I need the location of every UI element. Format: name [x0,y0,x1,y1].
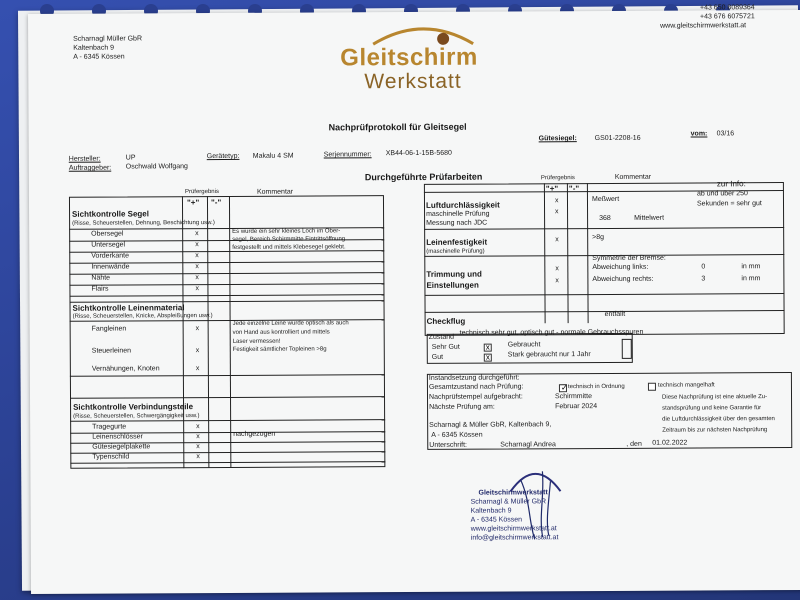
verbindung-sub: (Risse, Scheuerstellen, Schwergängigkeit usw.) [73,413,200,420]
unterschrift-label: Unterschrift: [429,441,468,449]
opt1-checkbox: ✓ [560,383,568,393]
instand-l2: Gesamtzustand nach Prüfung: [428,383,524,391]
luft-mark-2: x [555,208,559,216]
luft-sub2: Messung nach JDC [426,219,488,227]
sehr-gut-checkbox: x [485,342,490,352]
hersteller-label: Hersteller: [68,155,101,163]
pruefergebnis-label-left: Prüfergebnis [184,189,219,196]
luft-meswert: 368 [599,214,611,223]
segel-mark: x [195,263,199,271]
segel-mark: x [195,230,199,238]
instand-l4: Nächste Prüfung am: [429,403,495,411]
segel-item: Obersegel [91,230,124,238]
luft-sub1: maschinelle Prüfung [426,210,490,218]
luft-title: Luftdurchlässigkeit [425,200,500,210]
company-street: Kaltenbach 9 [73,44,115,52]
segel-comment-1: Es wurde ein sehr kleines Loch im Ober- [232,228,341,235]
plus-header-left: "+" [186,198,200,208]
verbindung-mark: x [196,433,200,441]
pruefergebnis-label-right: Prüfergebnis [540,175,575,182]
rechts-unit: in mm [741,275,761,283]
leinen-comment-3: Laser vermessen! [232,338,281,345]
sehr-gut-label: Sehr Gut [431,343,460,351]
verbindung-mark: x [196,443,200,451]
note-2: standsprüfung und keine Garantie für [662,405,762,412]
instand-v3: Schirmmitte [554,393,592,401]
gebraucht-label: Gebraucht [507,341,541,349]
leinen-comment-4: Festigkeit sämtlicher Topleinen >8g [232,346,327,353]
note-3: die Luftdurchlässigkeit über den gesamten [662,416,775,423]
segel-item: Nähte [91,274,111,282]
gut-label: Gut [431,353,444,361]
segel-item: Vorderkante [91,252,130,260]
links-value: 0 [701,263,706,271]
note-4: Zeitraum bis zur nächsten Nachprüfung [662,427,768,434]
unterschrift-value: Scharnagl Andrea [500,441,556,449]
verbindung-item: Leinenschlösser [92,433,143,441]
auftrag-label: Auftraggeber: [68,164,112,172]
stamp-l4: www.gleitschirmwerkstatt.at [470,525,557,533]
luft-mark-1: x [554,197,559,205]
section-title: Durchgeführte Prüfarbeiten [364,171,483,183]
luft-mittelwert: Mittelwert [634,214,665,222]
trimmung-title-2: Einstellungen [426,280,479,290]
leinen-comment-1: Jede einzelne Leine wurde optisch als auch [232,320,349,327]
segel-mark: x [195,285,199,293]
addr-2: A - 6345 Kössen [431,431,483,439]
instand-l1: Instandsetzung durchgeführt: [428,374,520,382]
leinenfest-title: Leinenfestigkeit [426,237,488,247]
luft-info-2: Sekunden = sehr gut [696,200,762,208]
verbindung-mark: x [196,453,200,461]
datum-value: 01.02.2022 [652,439,688,447]
verbindung-item: Typenschild [92,453,130,461]
gut-checkbox: x [485,352,490,362]
links-label: Abweichung links: [592,263,649,272]
phone-1: +43 650 8089364 [699,4,755,12]
verbindung-title: Sichtkontrolle Verbindungsteile [73,402,194,412]
trimmung-mark-1: x [555,265,559,273]
checkflug-title: Checkflug [426,316,466,326]
geraetetyp-value: Makalu 4 SM [252,152,294,160]
paraglider-logo-icon [368,20,478,47]
leinen-comment-2: von Hand aus kontrolliert und mittels [232,329,330,336]
minus-header-left: "-" [210,197,222,208]
leinen-item-1: Fangleinen [91,325,127,333]
links-unit: in mm [741,263,761,271]
instand-l3: Nachprüfstempel aufgebracht: [428,393,523,401]
leinen-mark-3: x [195,365,200,373]
serie-value: XB44-06-1-15B-5680 [385,149,452,158]
segel-mark: x [195,241,199,249]
opt1-label: technisch in Ordnung [567,383,625,391]
leinenfest-sub: (maschinelle Prüfung) [426,248,485,255]
protocol-page [28,4,800,594]
stamp-l3: A - 6345 Kössen [470,516,523,524]
luft-meswert-label: Meßwert [591,195,620,204]
leinenfest-value: >8g [592,233,605,242]
stamp-l2: Kaltenbach 9 [470,507,512,515]
leinen-item-2: Steuerleinen [91,347,132,355]
stamp-l1: Scharnagl & Müller GbR [470,498,547,506]
leinen-title: Sichtkontrolle Leinenmaterial [72,303,185,313]
den-label: , den [626,440,642,448]
auftrag-value: Oschwald Wolfgang [125,163,188,171]
vom-label: vom: [690,130,708,138]
rechts-value: 3 [701,275,706,283]
vom-value: 03/16 [716,130,735,138]
document-title: Nachprüfprotokoll für Gleitsegel [328,121,467,133]
company-name: Scharnagl Müller GbR [73,35,143,43]
note-1: Diese Nachprüfung ist eine aktuelle Zu- [662,394,768,401]
verbindung-item: Gütesiegelplakette [92,443,151,451]
zustand-desc: technisch sehr gut, optisch gut - normale Gebrauchsspuren [459,328,644,337]
addr-1: Scharnagl & Müller GbR, Kaltenbach 9, [429,421,552,429]
leinen-sub: (Risse, Scheuerstellen, Knicke, Abspleißungen usw.) [72,313,213,320]
guetesiegel-value: GS01-2208-16 [594,134,641,143]
verbindung-item: Tragegurte [92,423,127,431]
segel-mark: x [195,252,199,260]
trimmung-title-1: Trimmung und [426,269,482,279]
leinen-mark-1: x [195,325,200,333]
segel-comment-2: segel, Bereich Schirmmitte Eintrittsöffnung [232,236,346,243]
logo-line-2: Werkstatt [364,69,462,94]
opt2-label: technisch mangelhaft [657,382,715,389]
segel-sub: (Risse, Scheuerstellen, Dehnung, Beschichtung usw.) [72,220,215,227]
serie-label: Serjennummer: [323,151,372,159]
leinen-item-3: Vernähungen, Knoten [91,365,160,373]
kommentar-header-left: Kommentar [256,188,294,196]
stamp-l5: info@gleitschirmwerkstatt.at [470,534,559,542]
segel-title: Sichtkontrolle Segel [72,209,149,219]
stark-label: Stark gebraucht nur 1 Jahr [507,351,591,359]
geraetetyp-label: Gerätetyp: [206,152,240,161]
segel-mark: x [195,274,199,282]
segel-item: Innenwände [91,263,130,271]
kommentar-header-right: Kommentar [614,173,652,181]
website: www.gleitschirmwerkstatt.at [660,22,747,30]
zustand-label: Zustand [428,333,455,341]
symmetrie-label: Symmetrie der Bremse: [592,254,666,263]
verbindung-mark: x [196,423,200,431]
plus-header-right: "+" [545,184,559,194]
segel-item: Flairs [91,285,109,293]
rechts-label: Abweichung rechts: [592,275,654,284]
logo-line-1: Gleitschirm [340,43,478,72]
instand-v4: Februar 2024 [555,403,598,411]
leinen-mark-2: x [195,347,200,355]
trimmung-mark-2: x [555,277,559,285]
luft-info-1: ab und über 250 [696,190,748,198]
opt2-checkbox [648,383,656,391]
segel-item: Untersegel [91,241,126,249]
phone-2: +43 676 6075721 [700,13,755,21]
minus-header-right: "-" [568,184,580,194]
segel-comment-3: festgestellt und mittels Klebesegel geklebt. [232,244,346,251]
stamp-title: Gleitschirmwerkstatt [478,489,548,497]
info-header: zur Info: [716,179,746,189]
guetesiegel-label: Gütesiegel: [538,135,577,143]
verbindung-comment: nachgezogen [233,430,276,438]
company-city: A - 6345 Kössen [73,53,125,61]
gebraucht-checkbox [622,339,632,359]
leinenfest-mark: x [555,236,559,244]
checkflug-value: entfällt [604,310,626,318]
hersteller-value: UP [125,154,136,162]
